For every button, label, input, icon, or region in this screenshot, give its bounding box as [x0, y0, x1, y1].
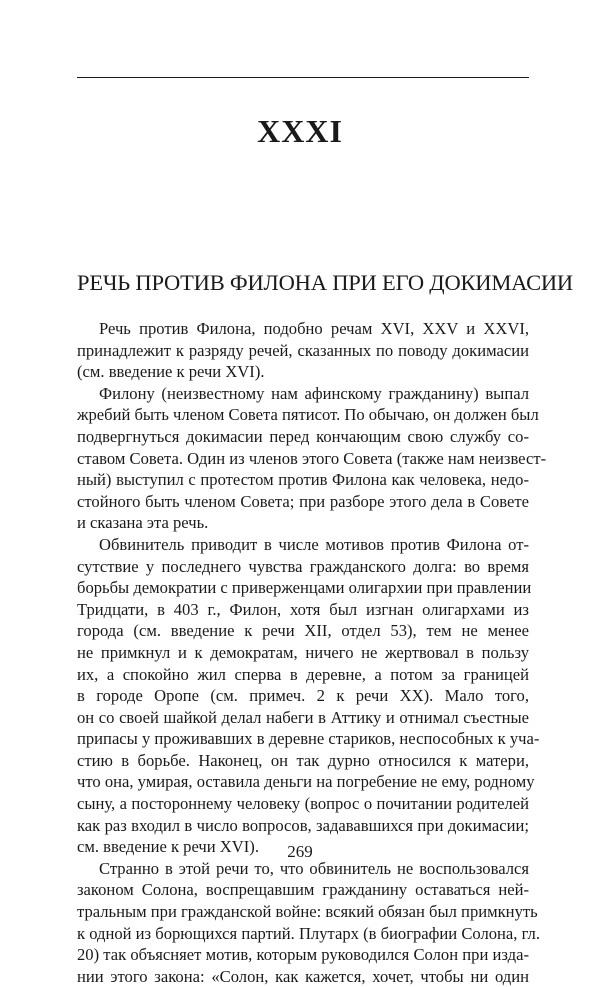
- text-line: нии этого закона: «Солон, как кажется, хочет, чтобы ни один: [77, 966, 529, 986]
- text-line: стойного быть членом Совета; при разборе этого дела в Совете: [77, 491, 529, 511]
- text-line: и сказана эта речь.: [77, 513, 209, 533]
- text-line: 20) так объясняет мотив, которым руководился Солон при изда-: [77, 945, 529, 965]
- text-line: не примкнул и к демократам, ничего не жертвовал в пользу: [77, 642, 529, 662]
- text-line: подвергнуться докимасии перед кончающим свою службу со-: [77, 426, 529, 446]
- paragraph-2: [77, 383, 547, 534]
- text-line: Обвинитель приводит в числе мотивов против Филона от-: [99, 534, 529, 554]
- text-line: он со своей шайкой делал набеги в Аттику и отнимал съестные: [77, 707, 529, 727]
- text-line: припасы у проживавших в деревне стариков, неспособных к уча-: [77, 729, 540, 749]
- paragraph-3: [77, 534, 540, 858]
- text-line: тральным при гражданской войне: всякий обязан был примкнуть: [77, 902, 538, 922]
- speech-title: РЕЧЬ ПРОТИВ ФИЛОНА ПРИ ЕГО ДОКИМАСИИ: [77, 270, 573, 295]
- text-line: (см. введение к речи XVI).: [77, 362, 265, 382]
- text-line: законом Солона, воспрещавшим гражданину оставаться ней-: [77, 880, 529, 900]
- text-line: что она, умирая, оставила деньги на погребение не ему, родному: [77, 772, 535, 792]
- text-line: жребий быть членом Совета пятисот. По обычаю, он должен был: [77, 405, 539, 425]
- body-text: [77, 318, 547, 987]
- text-line: ный) выступил с протестом против Филона как человека, недо-: [77, 470, 529, 490]
- text-line: принадлежит к разряду речей, сказанных по поводу докимасии: [77, 340, 529, 360]
- text-line: к одной из борющихся партий. Плутарх (в биографии Солона, гл.: [77, 923, 540, 943]
- text-line: Тридцати, в 403 г., Филон, хотя был изгнан олигархами из: [77, 599, 529, 619]
- top-rule: [77, 77, 529, 78]
- text-line: стию в борьбе. Наконец, он так дурно относился к матери,: [77, 750, 529, 770]
- text-line: Филону (неизвестному нам афинскому гражданину) выпал: [99, 383, 529, 403]
- page-number: 269: [287, 842, 313, 861]
- text-line: см. введение к речи XVI).: [77, 837, 259, 857]
- text-line: сыну, а постороннему человеку (вопрос о почитании родителей: [77, 794, 529, 814]
- chapter-number: XXXI: [257, 113, 343, 149]
- text-line: сутствие у последнего чувства гражданского долга: во время: [77, 556, 529, 576]
- text-line: в городе Оропе (см. примеч. 2 к речи XX). Мало того,: [77, 686, 529, 706]
- paragraph-1: [77, 318, 529, 383]
- text-line: борьбы демократии с приверженцами олигархии при правлении: [77, 578, 532, 598]
- text-line: ставом Совета. Один из членов этого Совета (также нам неизвест-: [77, 448, 547, 468]
- text-line: как раз входил в число вопросов, задававшихся при докимасии;: [77, 815, 529, 835]
- text-line: Речь против Филона, подобно речам XVI, XXV и XXVI,: [99, 319, 529, 338]
- text-line: Странно в этой речи то, что обвинитель не воспользовался: [99, 858, 529, 878]
- text-line: города (см. введение к речи XII, отдел 53), тем не менее: [77, 621, 529, 641]
- text-line: их, а спокойно жил сперва в деревне, а потом за границей: [77, 664, 529, 684]
- paragraph-4: [77, 858, 540, 987]
